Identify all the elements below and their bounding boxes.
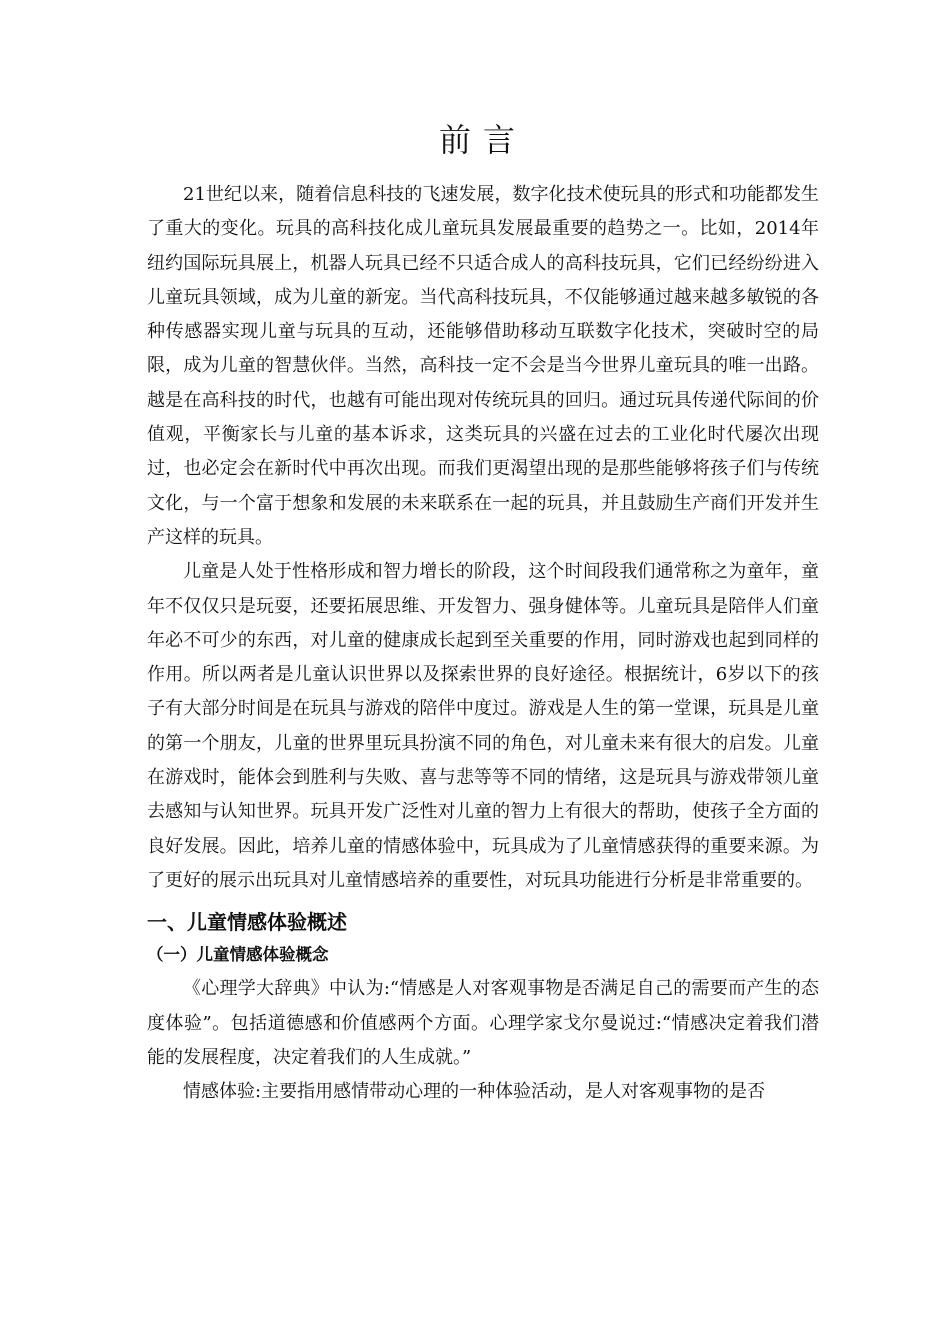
intro-paragraph-1: 21世纪以来，随着信息科技的飞速发展，数字化技术使玩具的形式和功能都发生了重大的变化。玩具的高科技化成儿童玩具发展最重要的趋势之一。比如，2014年纽约国际玩具展上，机器人玩具已经不只适合成人的高科技玩具，它们已经纷纷进入儿童玩具领域，成为儿童的新宠。当代高科技玩具，不仅能够通过越来越多敏锐的各种传感器实现儿童与玩具的互动，还能够借助移动互联数字化技术，突破时空的局限，成为儿童的智慧伙伴。当然，高科技一定不会是当今世界儿童玩具的唯一出路。越是在高科技的时代，也越有可能出现对传统玩具的回归。通过玩具传递代际间的价值观，平衡家长与儿童的基本诉求，这类玩具的兴盛在过去的工业化时代屡次出现过，也必定会在新时代中再次出现。而我们更渴望出现的是那些能够将孩子们与传统文化，与一个富于想象和发展的未来联系在一起的玩具，并且鼓励生产商们开发并生产这样的玩具。 bbox=[147, 184, 819, 548]
intro-paragraph-2: 儿童是人处于性格形成和智力增长的阶段，这个时间段我们通常称之为童年，童年不仅仅只是玩耍，还要拓展思维、开发智力、强身健体等。儿童玩具是陪伴人们童年必不可少的东西，对儿童的健康成长起到至关重要的作用，同时游戏也起到同样的作用。所以两者是儿童认识世界以及探索世界的良好途径。根据统计，6岁以下的孩子有大部分时间是在玩具与游戏的陪伴中度过。游戏是人生的第一堂课，玩具是儿童的第一个朋友，儿童的世界里玩具扮演不同的角色，对儿童未来有很大的启发。儿童在游戏时，能体会到胜利与失败、喜与悲等等不同的情绪，这是玩具与游戏带领儿童去感知与认知世界。玩具开发广泛性对儿童的智力上有很大的帮助，使孩子全方面的良好发展。因此，培养儿童的情感体验中，玩具成为了儿童情感获得的重要来源。为了更好的展示出玩具对儿童情感培养的重要性，对玩具功能进行分析是非常重要的。 bbox=[147, 561, 819, 891]
section-heading: 一、儿童情感体验概述 bbox=[147, 910, 347, 935]
document-content bbox=[147, 116, 819, 1109]
page-title: 前言 bbox=[438, 121, 527, 159]
section-paragraph-2: 情感体验:主要指用感情带动心理的一种体验活动，是人对客观事物的是否 bbox=[183, 1081, 766, 1103]
section-paragraph-1: 《心理学大辞典》中认为:“情感是人对客观事物是否满足自己的需要而产生的态度体验”。包括道德感和价值感两个方面。心理学家戈尔曼说过:“情感决定着我们潜能的发展程度，决定着我们的人生成就。” bbox=[147, 978, 819, 1068]
subsection-heading: （一）儿童情感体验概念 bbox=[147, 945, 329, 965]
